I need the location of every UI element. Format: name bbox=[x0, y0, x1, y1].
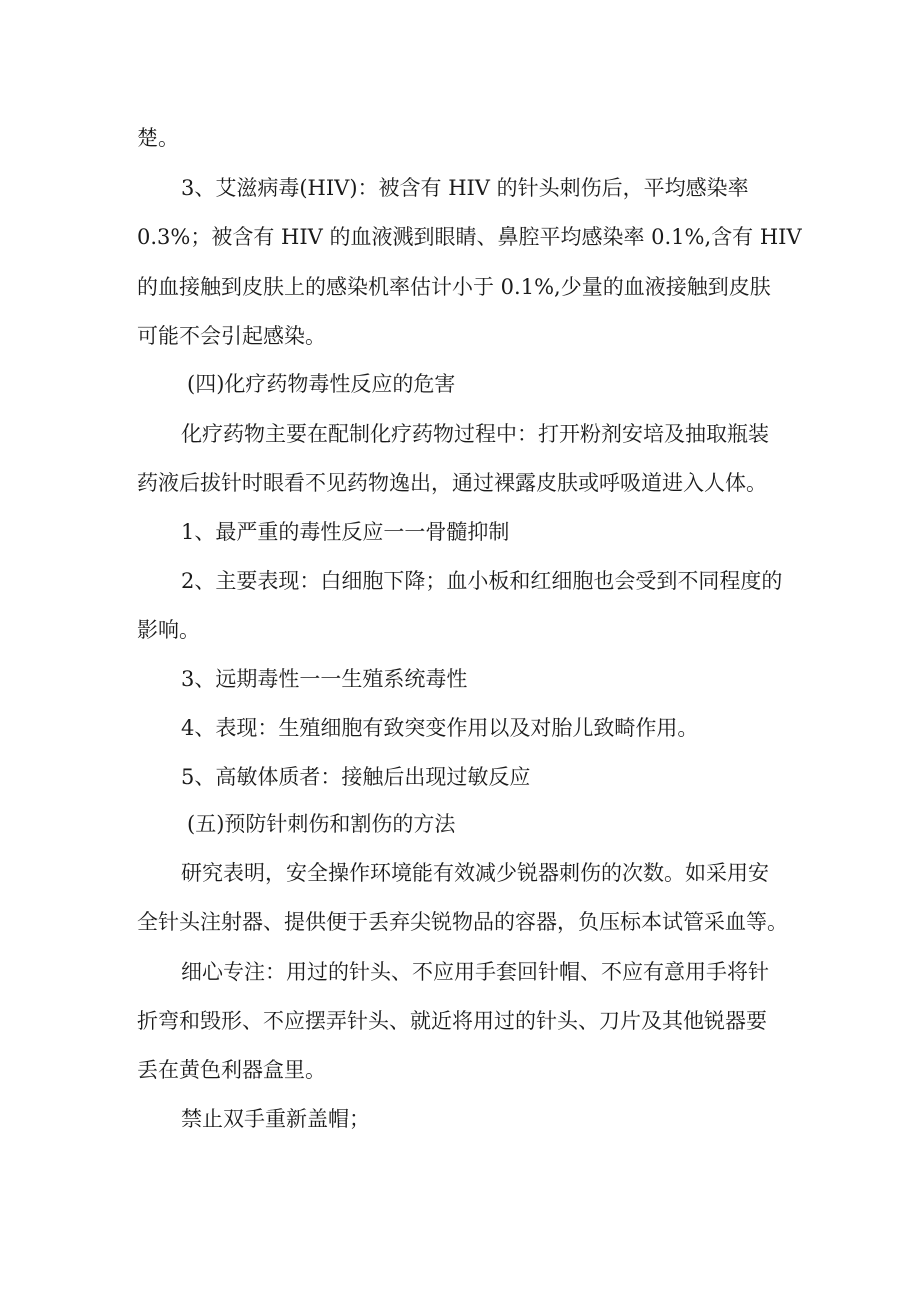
text-line-13: 4、表现：生殖细胞有致突变作用以及对胎儿致畸作用。 bbox=[181, 716, 699, 740]
text-line-18: 细心专注：用过的针头、不应用手套回针帽、不应有意用手将针 bbox=[181, 960, 769, 984]
text-line-16: 研究表明，安全操作环境能有效减少锐器刺伤的次数。如采用安 bbox=[181, 861, 769, 885]
section-heading-4: (四)化疗药物毒性反应的危害 bbox=[187, 372, 456, 396]
text-line-19: 折弯和毁形、不应摆弄针头、就近将用过的针头、刀片及其他锐器要 bbox=[137, 1009, 767, 1033]
text-line-8: 药液后拔针时眼看不见药物逸出，通过裸露皮肤或呼吸道进入人体。 bbox=[137, 471, 767, 495]
text-line-3: 0.3%；被含有 HIV 的血液溅到眼睛、鼻腔平均感染率 0.1%,含有 HIV bbox=[137, 225, 802, 249]
text-line-1: 楚。 bbox=[137, 126, 179, 150]
text-line-5: 可能不会引起感染。 bbox=[137, 324, 326, 348]
text-line-21: 禁止双手重新盖帽； bbox=[181, 1107, 370, 1131]
text-line-11: 影响。 bbox=[137, 618, 200, 642]
text-line-2: 3、艾滋病毒(HIV)：被含有 HIV 的针头刺伤后，平均感染率 bbox=[181, 176, 749, 200]
text-line-17: 全针头注射器、提供便于丢弃尖锐物品的容器，负压标本试管采血等。 bbox=[137, 910, 788, 934]
text-line-12: 3、远期毒性一一生殖系统毒性 bbox=[181, 667, 468, 691]
section-heading-5: (五)预防针刺伤和割伤的方法 bbox=[187, 812, 456, 836]
text-line-9: 1、最严重的毒性反应一一骨髓抑制 bbox=[181, 520, 510, 544]
text-line-20: 丢在黄色利器盒里。 bbox=[137, 1058, 326, 1082]
text-line-10: 2、主要表现：白细胞下降；血小板和红细胞也会受到不同程度的 bbox=[181, 569, 783, 593]
text-line-4: 的血接触到皮肤上的感染机率估计小于 0.1%,少量的血液接触到皮肤 bbox=[137, 275, 771, 299]
text-line-14: 5、高敏体质者：接触后出现过敏反应 bbox=[181, 765, 531, 789]
text-line-7: 化疗药物主要在配制化疗药物过程中：打开粉剂安培及抽取瓶装 bbox=[181, 422, 769, 446]
